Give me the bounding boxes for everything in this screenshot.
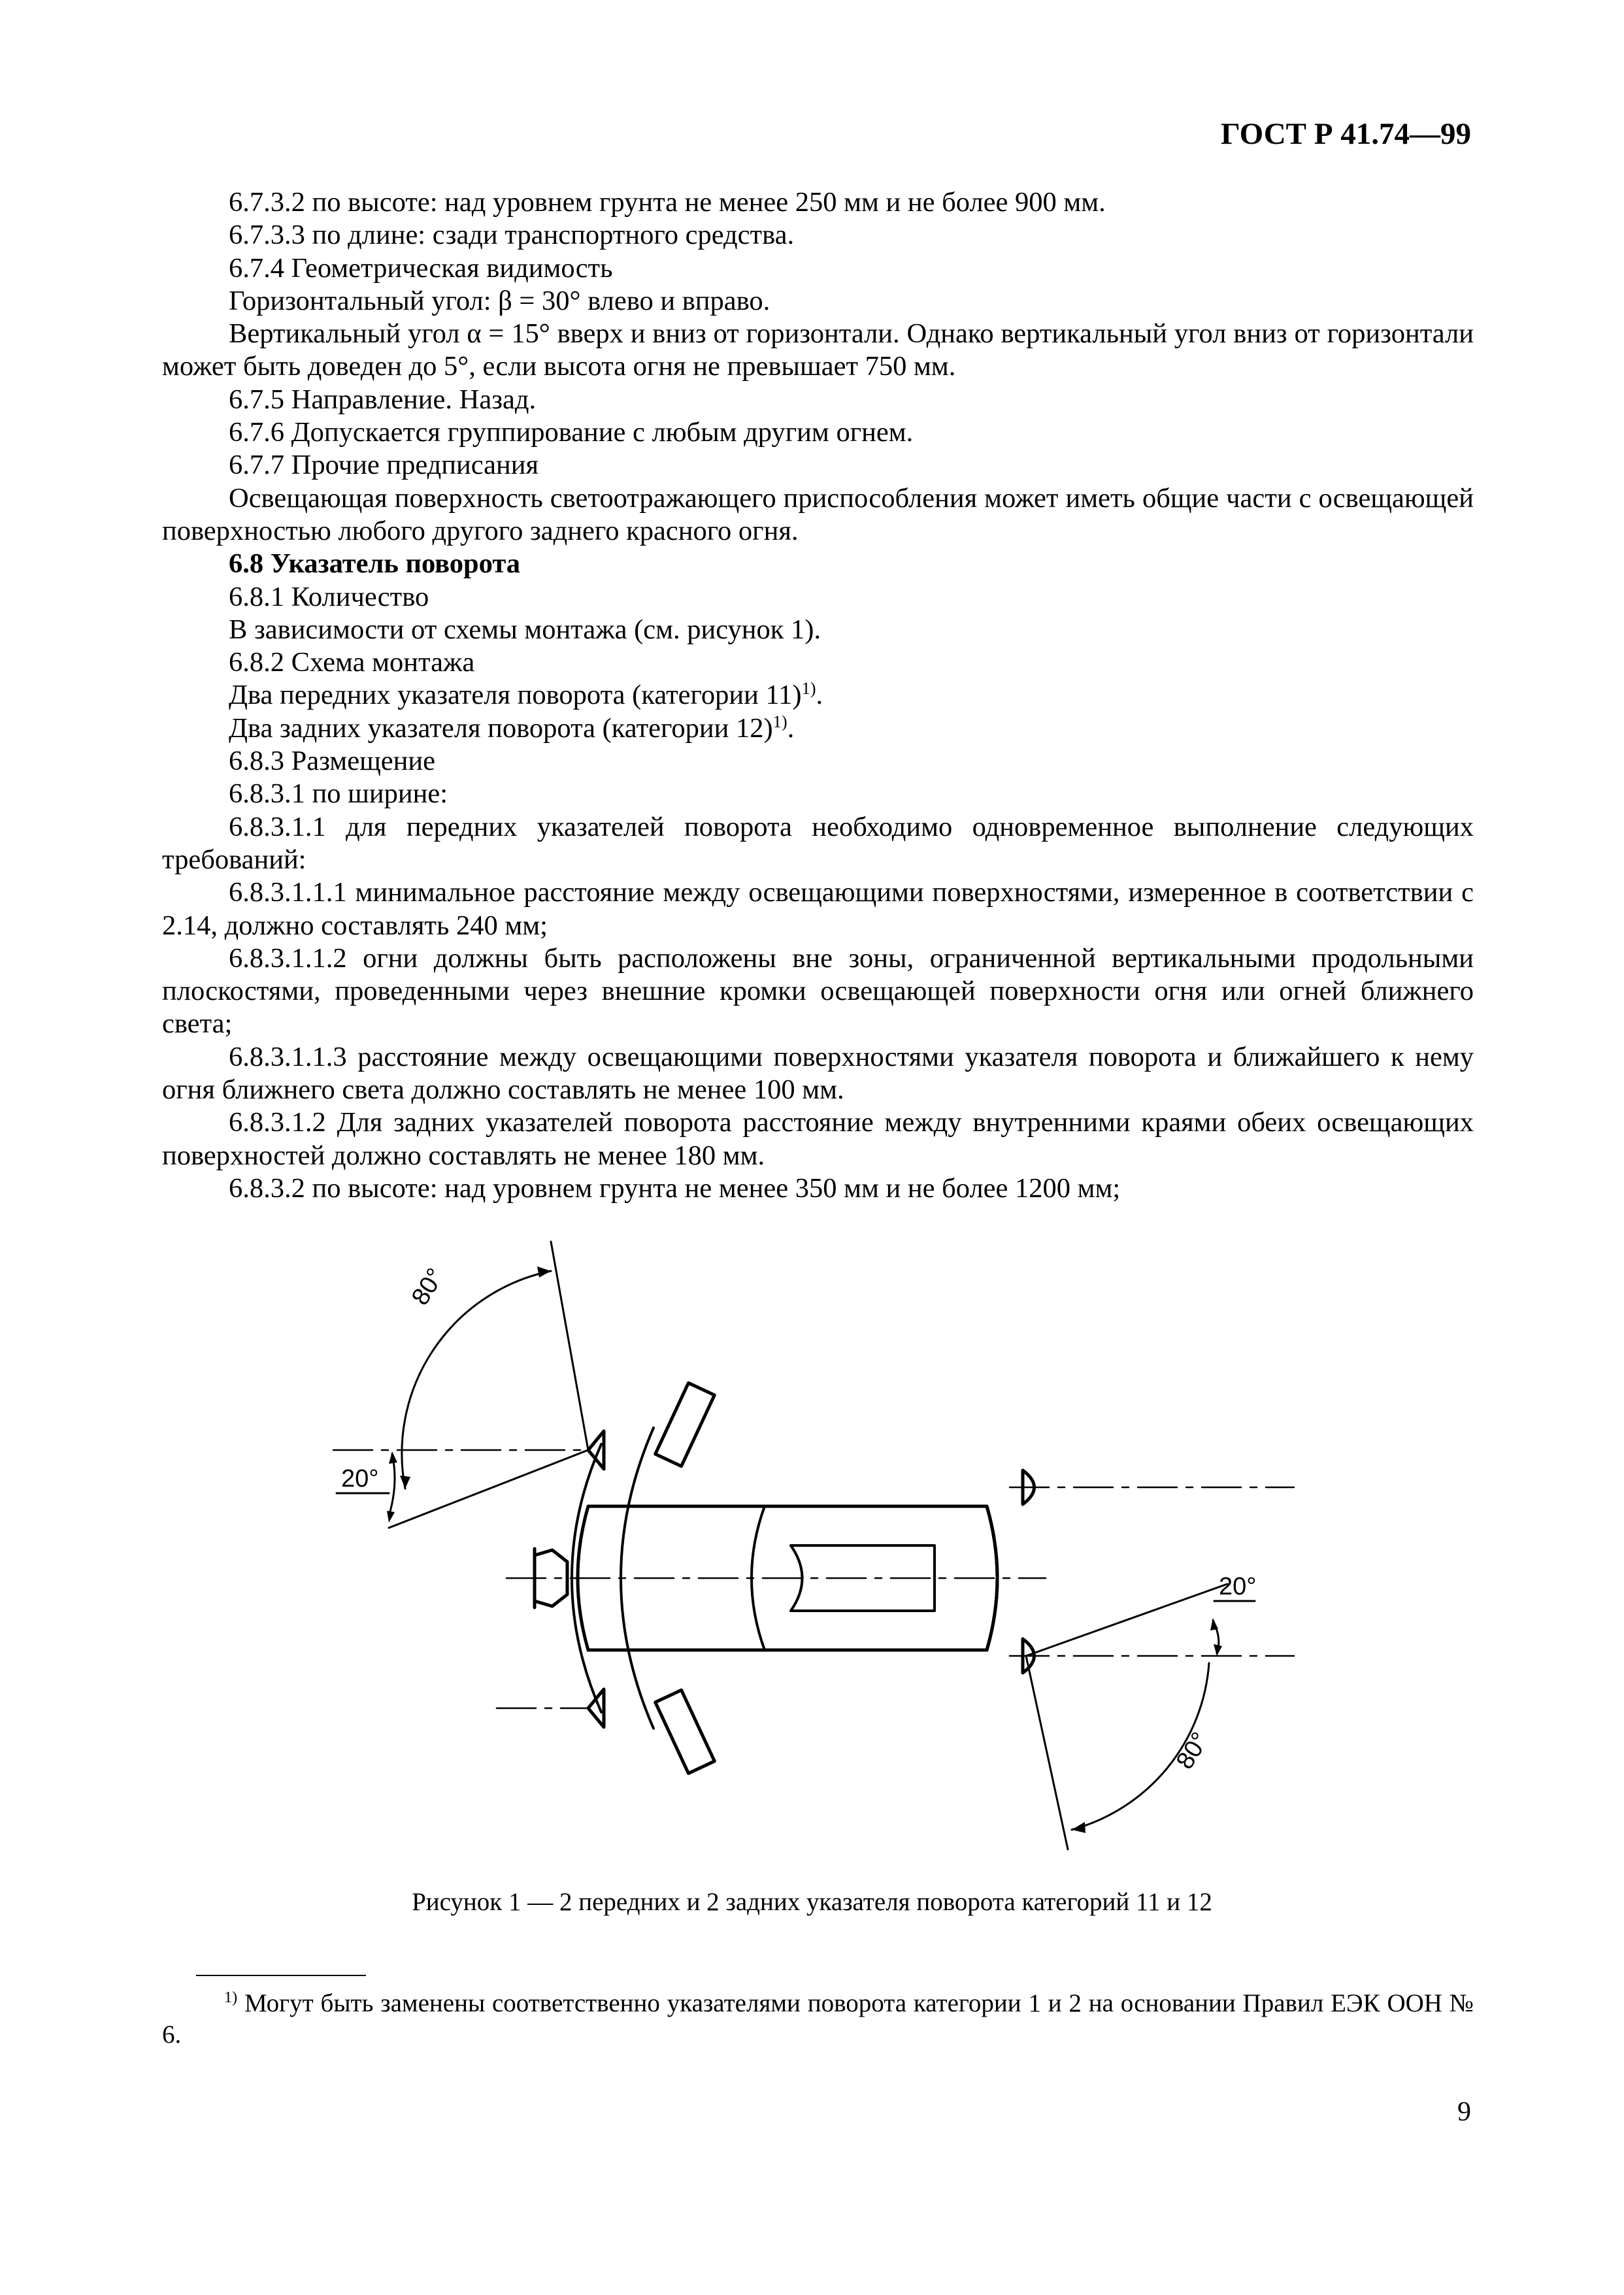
document-header: ГОСТ Р 41.74—99 xyxy=(1220,117,1471,151)
figure-drawing xyxy=(327,1229,1307,1856)
paragraph: 6.7.5 Направление. Назад. xyxy=(229,384,537,415)
paragraph: 6.7.7 Прочие предписания xyxy=(229,450,539,481)
rear-indicator-top-icon xyxy=(1010,1470,1294,1504)
paragraph: 6.7.3.2 по высоте: над уровнем грунта не менее 250 мм и не более 900 мм. xyxy=(229,187,1106,218)
bottom-right-visibility-diagram xyxy=(1010,1584,1294,1849)
section-heading: 6.8 Указатель поворота xyxy=(229,548,521,580)
paragraph: Два задних указателя поворота (категории 12)$^{1)}$. xyxy=(229,712,795,744)
front-indicator-top-icon xyxy=(655,1383,715,1466)
footnote-ref: 1) xyxy=(801,679,816,699)
paragraph: 6.8.3.1.1 для передних указателей поворота необходимо одновременное выполнение следующих требований: xyxy=(162,811,1474,875)
footnote-ref: 1) xyxy=(772,712,787,731)
paragraph: 6.7.4 Геометрическая видимость xyxy=(229,252,613,284)
paragraph: 6.8.3.1 по ширине: xyxy=(229,778,448,810)
paragraph: 6.8.1 Количество xyxy=(229,581,429,612)
page-number: 9 xyxy=(1457,2097,1471,2127)
paragraph: 6.8.3.2 по высоте: над уровнем грунта не менее 350 мм и не более 1200 мм; xyxy=(229,1172,1121,1204)
footnote-divider xyxy=(196,1975,366,1976)
front-indicator-bottom-icon xyxy=(655,1690,715,1773)
angle-label-top-20: 20° xyxy=(341,1465,379,1493)
paragraph: 6.8.3.1.1.3 расстояние между освещающими поверхностями указателя поворота и ближайшего к нему огня ближнего света должно составлять не менее 100 мм. xyxy=(162,1041,1474,1106)
paragraph: Освещающая поверхность светоотражающего приспособления может иметь общие части с освещающей поверхностью любого другого заднего красного огня. xyxy=(162,482,1474,546)
angle-label-bottom-80: 80° xyxy=(1171,1727,1215,1774)
paragraph: 6.7.3.3 по длине: сзади транспортного средства. xyxy=(229,220,795,251)
angle-label-top-80: 80° xyxy=(406,1263,450,1310)
angle-label-bottom-20: 20° xyxy=(1219,1573,1257,1600)
footnote-marker: 1) xyxy=(224,1989,238,2006)
paragraph: 6.8.3 Размещение xyxy=(229,746,436,777)
paragraph: 6.8.3.1.2 Для задних указателей поворота расстояние между внутренними краями обеих освещающих поверхностей должно составлять не менее 180 мм. xyxy=(162,1107,1474,1171)
paragraph: 6.8.3.1.1.1 минимальное расстояние между освещающими поверхностями, измеренное в соответствии с 2.14, должно составлять 240 мм; xyxy=(162,877,1474,941)
footnote: $^{1)}$ Могут быть заменены соответственно указателями поворота категории 1 и 2 на основании Правил ЕЭК ООН № 6. xyxy=(162,1989,1474,2049)
paragraph: В зависимости от схемы монтажа (см. рисунок 1). xyxy=(229,614,821,645)
paragraph: Вертикальный угол α = 15° вверх и вниз от горизонтали. Однако вертикальный угол вниз от горизонтали может быть доведен до 5°, если высота огня не превышает 750 мм. xyxy=(162,318,1474,382)
bottom-left-indicator-icon xyxy=(497,1689,604,1727)
paragraph: Горизонтальный угол: β = 30° влево и вправо. xyxy=(229,285,771,316)
body-text xyxy=(162,186,1474,1205)
paragraph: 6.7.6 Допускается группирование с любым другим огнем. xyxy=(229,417,914,448)
figure-caption: Рисунок 1 — 2 передних и 2 задних указателя поворота категорий 11 и 12 xyxy=(412,1888,1212,1916)
paragraph: 6.8.3.1.1.2 огни должны быть расположены вне зоны, ограниченной вертикальными продольными плоскостями, проведенными через внешние кромки освещающей поверхности огня или огней ближнего света; xyxy=(162,942,1474,1040)
figure-turn-indicators xyxy=(327,1229,1307,1856)
paragraph: 6.8.2 Схема монтажа xyxy=(229,647,475,678)
paragraph: Два передних указателя поворота (категории 11)$^{1)}$. xyxy=(229,679,823,711)
